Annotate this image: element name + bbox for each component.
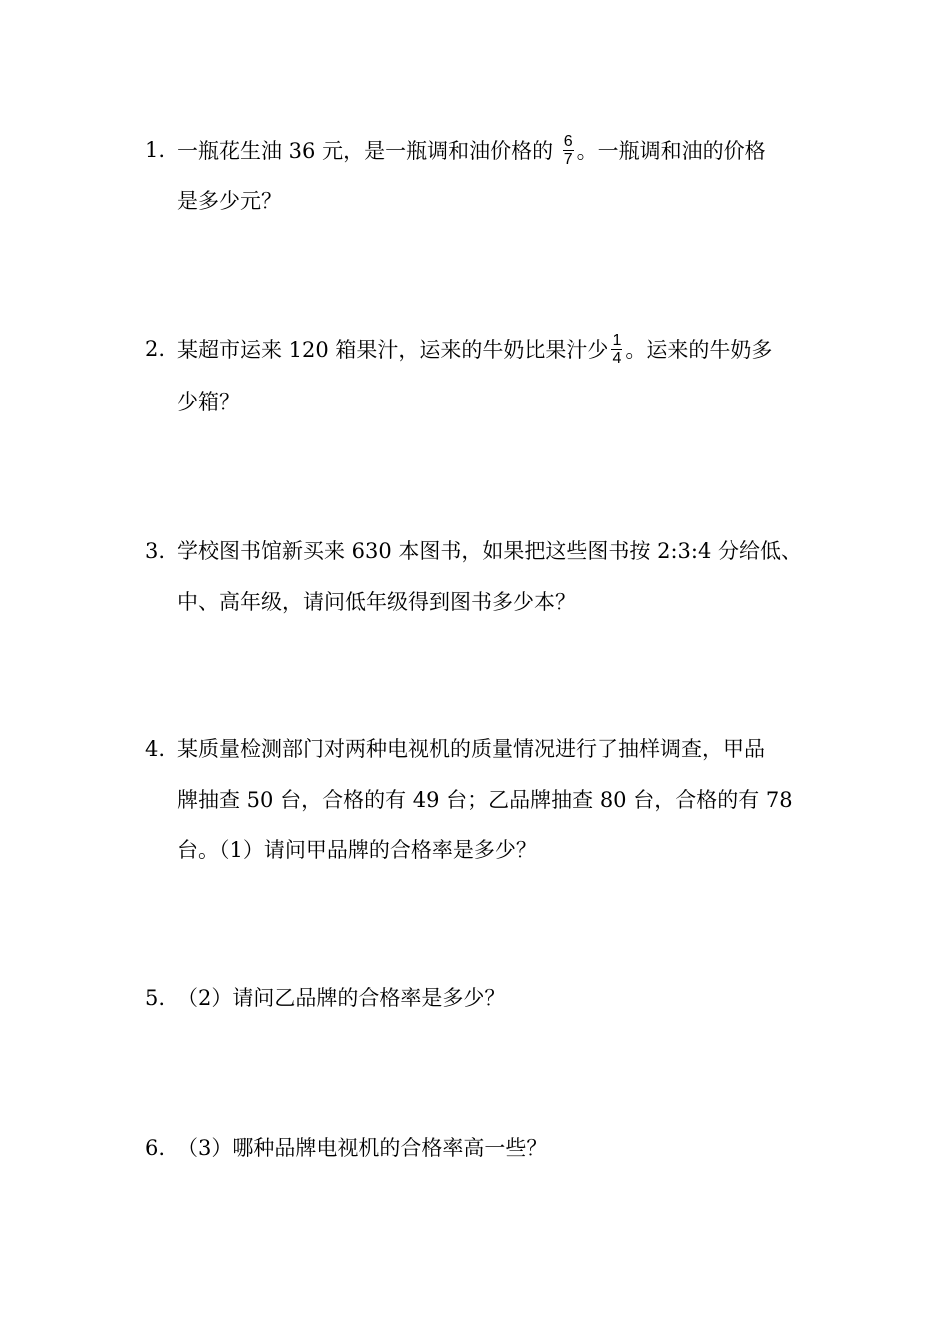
problem-text-line: [177, 135, 766, 170]
problem-text-line: 中、高年级，请问低年级得到图书多少本？: [177, 590, 576, 614]
problem-text-line: 台。（1）请问甲品牌的合格率是多少？: [177, 838, 537, 862]
fraction: [563, 133, 574, 168]
problem-text-line: 某质量检测部门对两种电视机的质量情况进行了抽样调查，甲品: [177, 737, 765, 761]
problem-text-line: [177, 334, 772, 369]
problem-number: 1.: [145, 138, 166, 162]
problem-text-line: 少箱？: [177, 390, 240, 414]
fraction-denominator: 4: [612, 350, 622, 367]
text-segment: 一瓶花生油 36 元，是一瓶调和油价格的: [177, 139, 560, 163]
fraction-numerator: 6: [563, 133, 573, 150]
problem-number: 5.: [145, 986, 166, 1010]
text-segment: 。一瓶调和油的价格: [576, 139, 766, 163]
problem-number: 4.: [145, 737, 166, 761]
fraction: [611, 332, 622, 367]
problem-number: 6.: [145, 1136, 166, 1160]
problem-text-line: 是多少元？: [177, 189, 282, 213]
problem-text-line: （3）哪种品牌电视机的合格率高一些？: [177, 1136, 548, 1160]
fraction-denominator: 7: [563, 151, 573, 168]
problem-text-line: （2）请问乙品牌的合格率是多少？: [177, 986, 506, 1010]
fraction-numerator: 1: [612, 332, 622, 349]
text-segment: 。运来的牛奶多: [625, 338, 773, 362]
problem-text-line: 牌抽查 50 台，合格的有 49 台；乙品牌抽查 80 台，合格的有 78: [177, 788, 793, 812]
text-segment: 某超市运来 120 箱果汁，运来的牛奶比果汁少: [177, 338, 609, 362]
problem-number: 2.: [145, 337, 166, 361]
problem-text-line: 学校图书馆新买来 630 本图书，如果把这些图书按 2:3:4 分给低、: [177, 539, 803, 563]
problem-number: 3.: [145, 539, 166, 563]
